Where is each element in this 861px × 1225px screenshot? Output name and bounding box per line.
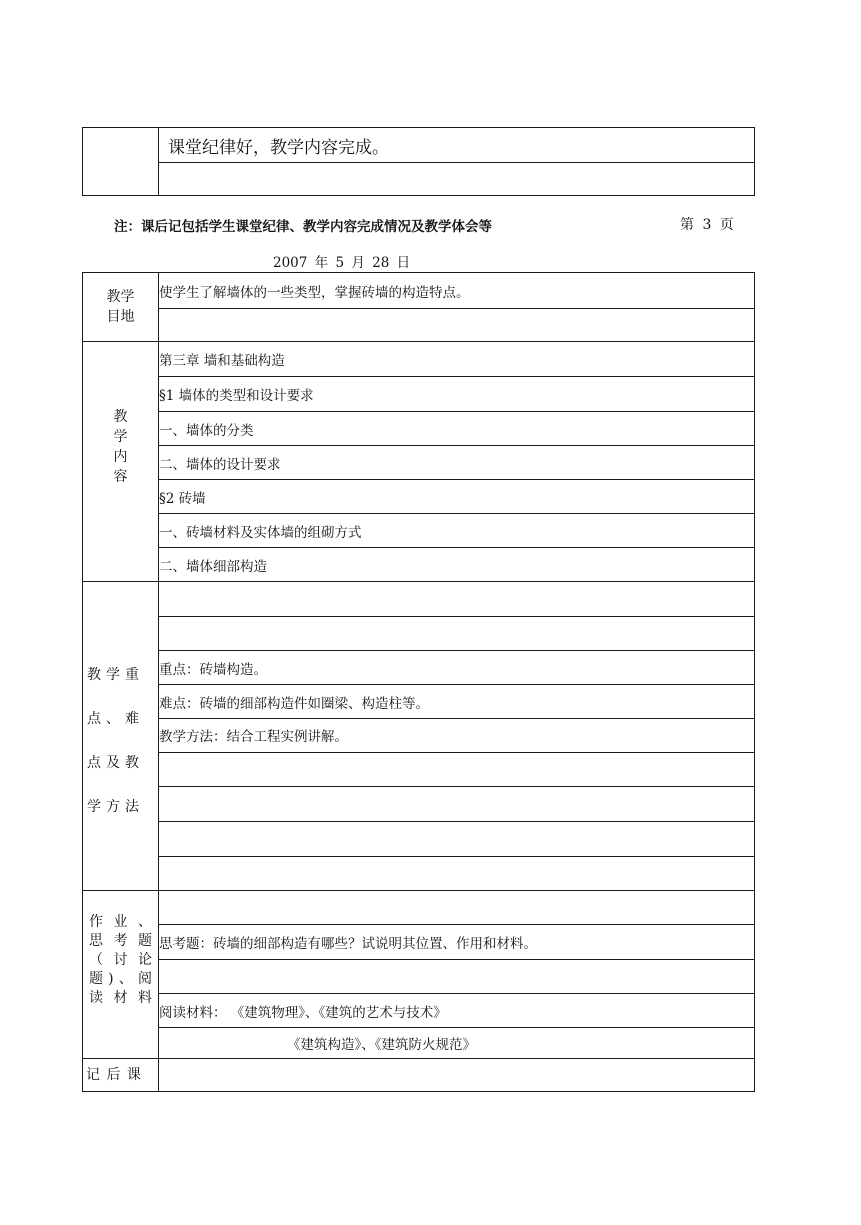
content-label-char: 容 [113, 468, 128, 485]
homework-label-line: 题)、阅 [89, 971, 152, 987]
key-points-row [159, 753, 755, 787]
key-points-row [159, 582, 755, 617]
key-points-row [159, 822, 755, 857]
content-row: 二、墙体细部构造 [159, 548, 755, 582]
key-point-difficulty: 难点：砖墙的细部构造件如圈梁、构造柱等。 [159, 685, 755, 719]
lesson-date: 2007 年 5 月 28 日 [273, 255, 411, 271]
objective-label [83, 273, 159, 342]
after-class-label: 记 后 课 [83, 1059, 159, 1092]
objective-label-line: 教学 [106, 289, 135, 305]
content-row: 一、砖墙材料及实体墙的组砌方式 [159, 514, 755, 548]
content-label-char: 教 [113, 408, 128, 425]
content-row: §2 砖墙 [159, 480, 755, 514]
key-point-method: 教学方法：结合工程实例讲解。 [159, 719, 755, 753]
previous-lesson-label-cell [83, 128, 159, 196]
content-row: 一、墙体的分类 [159, 412, 755, 446]
previous-lesson-table [82, 127, 755, 196]
homework-label-line: 作业、 [89, 914, 152, 930]
key-points-label [83, 582, 159, 891]
page-number: 第 3 页 [680, 217, 736, 233]
footnote: 注：课后记包括学生课堂纪律、教学内容完成情况及教学体会等 [114, 219, 492, 235]
objective-empty-row [159, 309, 755, 342]
key-points-label-line: 点及教 [87, 755, 144, 771]
previous-lesson-summary: 课堂纪律好，教学内容完成。 [159, 128, 755, 163]
previous-lesson-empty-row [159, 163, 755, 196]
key-points-label-line: 点、难 [87, 711, 144, 727]
objective-label-line: 目地 [106, 309, 135, 325]
after-class-notes [159, 1059, 755, 1092]
homework-label-line: 思考题 [89, 933, 152, 949]
content-label-char: 学 [113, 428, 128, 445]
lesson-plan-table [82, 272, 755, 1092]
homework-question: 思考题：砖墙的细部构造有哪些？试说明其位置、作用和材料。 [159, 925, 755, 960]
content-label-char: 内 [113, 448, 128, 465]
homework-row [159, 960, 755, 994]
homework-label-line: 读材料 [89, 990, 152, 1006]
key-points-row [159, 787, 755, 822]
key-point-focus: 重点：砖墙构造。 [159, 651, 755, 685]
homework-row [159, 891, 755, 925]
key-points-row [159, 857, 755, 891]
content-row: §1 墙体的类型和设计要求 [159, 377, 755, 412]
homework-label [83, 891, 159, 1059]
key-points-label-line: 学方法 [87, 799, 144, 815]
content-row: 二、墙体的设计要求 [159, 446, 755, 480]
reading-materials-continued: 《建筑构造》、《建筑防火规范》 [159, 1028, 755, 1059]
key-points-row [159, 617, 755, 651]
objective-text: 使学生了解墙体的一些类型，掌握砖墙的构造特点。 [159, 273, 755, 309]
content-label [83, 342, 159, 582]
reading-materials: 阅读材料： 《建筑物理》、《建筑的艺术与技术》 [159, 994, 755, 1028]
key-points-label-line: 教学重 [87, 667, 144, 683]
homework-label-line: （讨论 [89, 952, 152, 968]
content-row: 第三章 墙和基础构造 [159, 342, 755, 377]
